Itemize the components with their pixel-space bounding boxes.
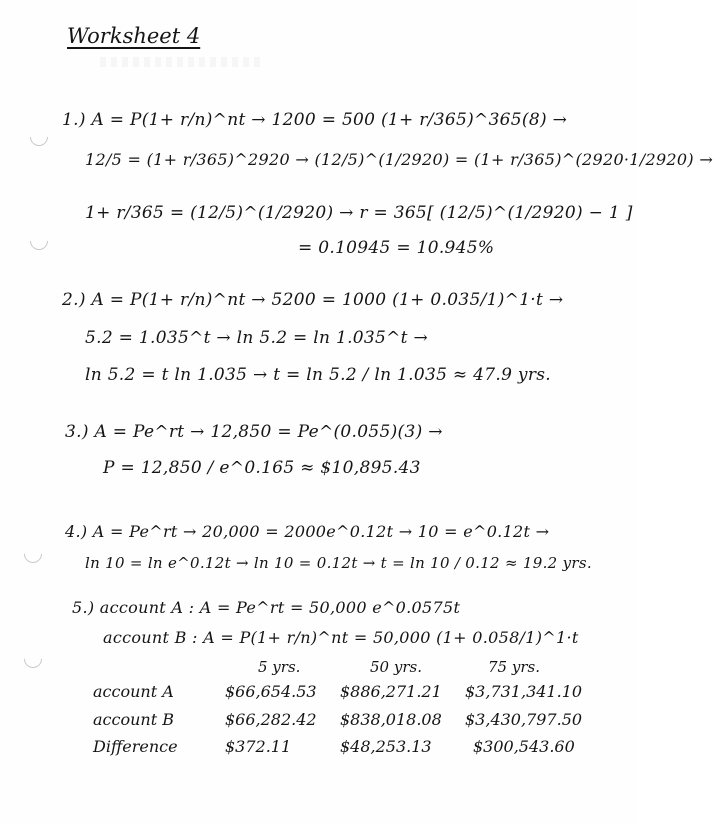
problem-3-line-2: P = 12,850 / e^0.165 ≈ $10,895.43 (103, 458, 421, 478)
row-label: Difference (93, 737, 178, 756)
table-cell: $66,282.42 (225, 710, 317, 729)
column-header: 5 yrs. (258, 658, 301, 676)
problem-2-line-3: ln 5.2 = t ln 1.035 → t = ln 5.2 / ln 1.035 ≈ 47.9 yrs. (85, 365, 551, 385)
table-cell: $886,271.21 (340, 682, 442, 701)
table-cell: $300,543.60 (473, 737, 575, 756)
problem-3-line-1: 3.) A = Pe^rt → 12,850 = Pe^(0.055)(3) → (65, 422, 443, 442)
table-cell: $3,430,797.50 (465, 710, 583, 729)
table-cell: $372.11 (225, 737, 292, 756)
worksheet-title: Worksheet 4 (67, 24, 201, 48)
row-label: account A (93, 682, 174, 701)
table-cell: $838,018.08 (340, 710, 442, 729)
problem-1-line-1: 1.) A = P(1+ r/n)^nt → 1200 = 500 (1+ r/365)^365(8) → (62, 110, 568, 130)
problem-5-account-b: account B : A = P(1+ r/n)^nt = 50,000 (1+ 0.058/1)^1·t (103, 628, 579, 647)
hole-punch-mark (26, 228, 51, 253)
problem-4-line-2: ln 10 = ln e^0.12t → ln 10 = 0.12t → t = ln 10 / 0.12 ≈ 19.2 yrs. (85, 554, 592, 572)
hole-punch-mark (26, 124, 51, 149)
problem-1-answer: = 0.10945 = 10.945% (298, 238, 495, 258)
problem-4-line-1: 4.) A = Pe^rt → 20,000 = 2000e^0.12t → 10 = e^0.12t → (65, 522, 550, 541)
faint-bleed-through (100, 57, 260, 67)
problem-5-account-a: 5.) account A : A = Pe^rt = 50,000 e^0.0575t (72, 598, 461, 617)
problem-2-line-1: 2.) A = P(1+ r/n)^nt → 5200 = 1000 (1+ 0.035/1)^1·t → (62, 290, 564, 310)
table-cell: $3,731,341.10 (465, 682, 583, 701)
problem-1-line-3: 1+ r/365 = (12/5)^(1/2920) → r = 365[ (12/5)^(1/2920) − 1 ] (85, 203, 633, 223)
table-cell: $48,253.13 (340, 737, 432, 756)
problem-2-line-2: 5.2 = 1.035^t → ln 5.2 = ln 1.035^t → (85, 328, 429, 348)
column-header: 50 yrs. (370, 658, 422, 676)
table-cell: $66,654.53 (225, 682, 317, 701)
column-header: 75 yrs. (488, 658, 540, 676)
hole-punch-mark (20, 646, 45, 671)
problem-1-line-2: 12/5 = (1+ r/365)^2920 → (12/5)^(1/2920) = (1+ r/365)^(2920·1/2920) → (85, 150, 713, 169)
hole-punch-mark (20, 541, 45, 566)
row-label: account B (93, 710, 174, 729)
